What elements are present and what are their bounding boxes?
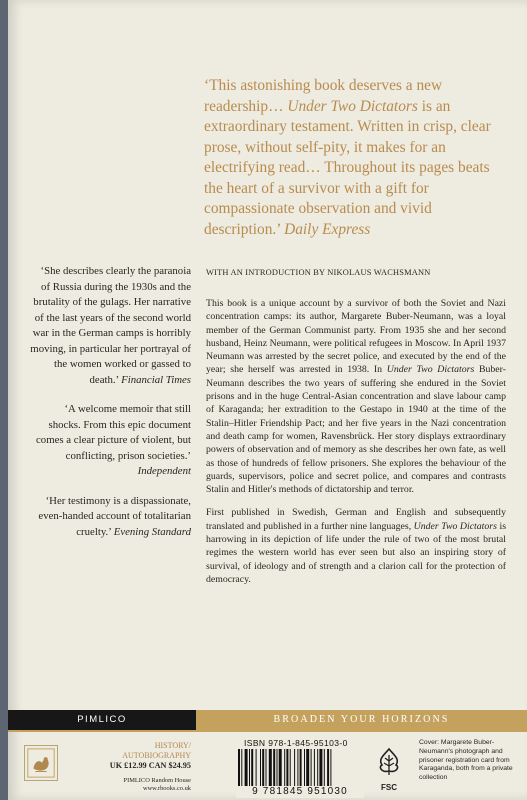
barcode-digits: 9 781845 951030 — [236, 786, 364, 798]
barcode-bar — [290, 749, 291, 789]
blurb-paragraph-2 — [206, 506, 506, 586]
blurb-p2-part-b: is harrowing in its depiction of life under the rule of two of the most brutal regimes the western world has ever seen but also an inspiring story of survival, of ideology and of strength and a clarion call for the protection of democracy. — [206, 520, 507, 585]
blurb-p1-title: Under Two Dictators — [386, 364, 475, 376]
barcode-bar — [251, 749, 253, 789]
barcode-bar — [284, 749, 285, 789]
main-quote-text-b: is an extraordinary testament. Written in crisp, clear prose, without self-pity, it makes for an electrifying read… Throughout its pages beats the heart of a survivor with a gift for compassionate observation and vivid description.’ — [204, 97, 491, 238]
blurb-p1-part-b: Buber-Neumann describes the two years of suffering she endured in the Soviet prisons and in the huge Central-Asian concentration and slave labour camp of Karaganda; her extradition to the Gestapo in 1940 at the time of the Stalin–Hitler Friendship Pact; and her five years in the Nazi concentration and death camp for women, Ravensbrück. Her story displays extraordinary powers of observation and of memory as she describes her own fate, as well as those of hundreds of fellow prisoners. She explores the behaviour of the guards, supervisors, police and secret police, and compares and contrasts Stalin and Hitler's methods of dictatorship and terror. — [206, 364, 506, 496]
review-quote — [30, 264, 191, 388]
main-review-quote — [204, 76, 504, 240]
blurb-paragraph-1 — [206, 297, 506, 496]
barcode-bar — [273, 749, 275, 789]
barcode-bar — [294, 749, 295, 789]
barcode-bar — [279, 749, 282, 789]
barcode-bar — [311, 749, 312, 789]
barcode-bar — [269, 749, 272, 789]
review-quote-text: ‘A welcome memoir that still shocks. From this epic document comes a clear picture of violent, but conflicting, prison societies.’ — [36, 403, 191, 462]
publisher-info — [75, 777, 191, 793]
tagline-band: BROADEN YOUR HORIZONS — [196, 710, 527, 730]
barcode-bar — [317, 749, 318, 789]
barcode-bar — [327, 749, 329, 789]
pimlico-logo-icon — [24, 745, 58, 781]
back-cover — [8, 0, 527, 800]
fsc-logo — [373, 747, 405, 793]
cover-credit: Cover: Margarete Buber-Neumann's photograph and prisoner registration card from Karaganda, both from a private collection — [419, 739, 513, 782]
review-quote-source: Financial Times — [121, 373, 191, 386]
barcode-bar — [300, 749, 302, 789]
review-quote-text: ‘She describes clearly the paranoia of Russia during the 1930s and the brutality of the gulags. Her narrative of the last years of the second world war in the German camps is horribly moving, in particular her portrayal of the women worked or gassed to death.’ — [30, 265, 191, 386]
barcode-bar — [260, 749, 261, 789]
review-quote-source: Evening Standard — [113, 525, 191, 538]
fsc-tree-icon — [376, 747, 402, 777]
fsc-label: FSC — [381, 783, 397, 792]
barcode-bar — [238, 749, 240, 789]
blurb-body — [206, 297, 506, 586]
barcode-bar — [266, 749, 267, 789]
review-quote-text: ‘Her testimony is a dispassionate, even-handed account of totalitarian cruelty.’ — [38, 494, 191, 538]
main-quote-text-a: ‘This astonishing book deserves a new readership… — [204, 77, 443, 115]
barcode-bar — [330, 749, 331, 789]
barcode-bar — [304, 749, 305, 789]
publisher-name: PIMLICO Random House — [123, 777, 191, 784]
barcode-bar — [314, 749, 315, 789]
isbn-label: ISBN 978-1-845-95103-0 — [244, 738, 348, 748]
barcode-bar — [262, 749, 264, 789]
category-line-2: AUTOBIOGRAPHY — [122, 751, 191, 760]
category-line-1: HISTORY/ — [154, 741, 191, 750]
footer-divider — [8, 730, 527, 732]
barcode-graphic — [236, 749, 364, 789]
barcode-bar — [319, 749, 322, 789]
category-price-block — [75, 741, 191, 793]
barcode-bar — [245, 749, 248, 789]
main-quote-title: Under Two Dictators — [287, 97, 418, 115]
barcode-bar — [256, 749, 257, 789]
review-quote-source: Independent — [137, 465, 191, 477]
review-quote — [30, 494, 191, 541]
barcode-bar — [306, 749, 309, 789]
barcode-bar — [241, 749, 242, 789]
imprint-band: PIMLICO — [8, 710, 196, 730]
blurb-p1-part-a: This book is a unique account by a survivor of both the Soviet and Nazi concentration camps: its author, Margarete Buber-Neumann, was a loyal member of the German Communist party. From 1935 she and her second husband, Heinz Neumann, were political refugees in Moscow. In April 1937 Neumann was arrested by the secret police, and executed by the end of the year; she herself was arrested in 1938. In — [206, 298, 506, 376]
blurb-p2-part-a: First published in Swedish, German and English and subsequently translated and published in a further nine languages, — [206, 507, 506, 532]
introduction-heading: WITH AN INTRODUCTION BY NIKOLAUS WACHSMANN — [206, 268, 431, 277]
barcode-bar — [286, 749, 288, 789]
blurb-p2-title: Under Two Dictators — [413, 520, 497, 532]
review-quote — [30, 402, 191, 480]
price: UK £12.99 CAN $24.95 — [109, 761, 191, 770]
left-review-quotes — [30, 264, 191, 554]
barcode-bar — [249, 749, 250, 789]
barcode-bar — [277, 749, 278, 789]
publisher-website: www.rbooks.co.uk — [142, 785, 191, 792]
barcode-bar — [297, 749, 298, 789]
main-quote-source: Daily Express — [284, 220, 371, 238]
barcode-bar — [324, 749, 325, 789]
